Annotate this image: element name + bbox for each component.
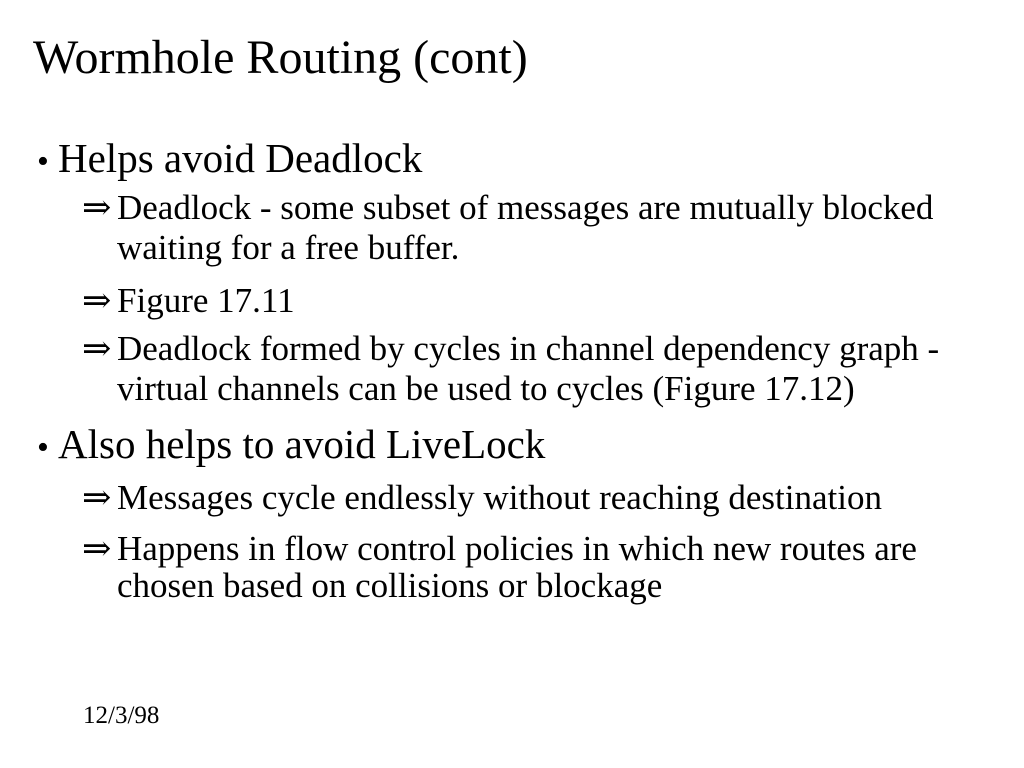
sub-bullet-line <box>82 531 917 566</box>
double-arrow-icon: ⇒ <box>82 529 112 568</box>
slide-title: Wormhole Routing (cont) <box>33 31 528 84</box>
sub-bullet-text: Deadlock formed by cycles in channel dependency graph - <box>117 329 940 368</box>
sub-bullet-line <box>82 331 939 366</box>
sub-bullet-line <box>82 480 882 515</box>
sub-bullet-line <box>82 283 295 318</box>
sub-bullet-line <box>82 190 933 225</box>
bullet-dot-icon: • <box>37 143 49 180</box>
slide-date: 12/3/98 <box>83 702 160 729</box>
bullet-label: Also helps to avoid LiveLock <box>58 421 546 467</box>
sub-bullet-text: Figure 17.11 <box>117 281 295 320</box>
sub-bullet-text: Messages cycle endlessly without reaching destination <box>117 478 882 517</box>
bullet-label: Helps avoid Deadlock <box>58 135 423 181</box>
double-arrow-icon: ⇒ <box>82 478 112 517</box>
bullet-item <box>37 421 546 467</box>
sub-bullet-continuation: waiting for a free buffer. <box>117 228 460 267</box>
double-arrow-icon: ⇒ <box>82 281 112 320</box>
sub-bullet-continuation: chosen based on collisions or blockage <box>117 566 663 605</box>
bullet-dot-icon: • <box>37 429 49 466</box>
sub-bullet-continuation: virtual channels can be used to cycles (Figure 17.12) <box>117 369 855 408</box>
double-arrow-icon: ⇒ <box>82 329 112 368</box>
sub-bullet-text: Happens in flow control policies in which new routes are <box>117 529 917 568</box>
sub-bullet-text: Deadlock - some subset of messages are mutually blocked <box>117 188 934 227</box>
double-arrow-icon: ⇒ <box>82 188 112 227</box>
bullet-item <box>37 135 423 181</box>
